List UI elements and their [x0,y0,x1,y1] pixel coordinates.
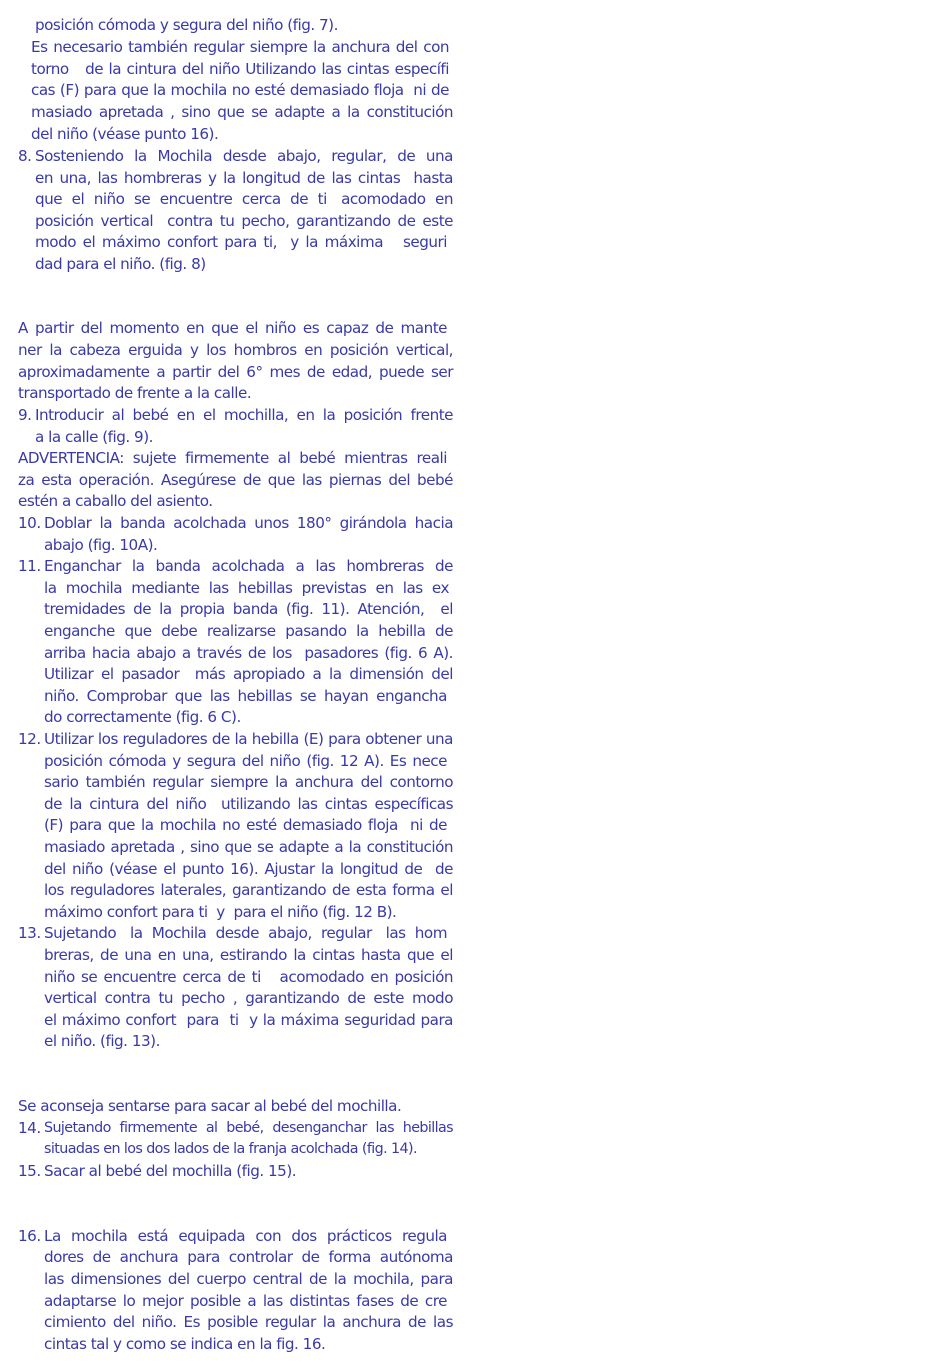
text-line: estén a caballo del asiento. [18,492,213,510]
text-line: posición cómoda y segura del niño (fig. 7). [35,16,338,34]
text-line: ADVERTENCIA: sujete firmemente al bebé mientras reali [18,449,447,467]
text-line: dores de anchura para controlar de forma autónoma [44,1248,453,1266]
text-line: Utilizar el pasador más apropiado a la dimensión del [44,665,453,683]
text-line: vertical contra tu pecho , garantizando de este modo [44,989,453,1007]
step-number: 15. [18,1162,41,1180]
text-line: los reguladores laterales, garantizando de esta forma el [44,881,453,899]
text-line: cintas tal y como se indica en la fig. 16. [44,1335,326,1353]
text-line: de la cintura del niño utilizando las cintas específicas [44,795,453,813]
text-line: cas (F) para que la mochila no esté demasiado floja ni de [31,81,449,99]
text-line: do correctamente (fig. 6 C). [44,708,241,726]
text-line: que el niño se encuentre cerca de ti acomodado en [35,190,453,208]
removal-intro: Se aconseja sentarse para sacar al bebé del mochilla. [18,1097,402,1115]
text-line: posición vertical contra tu pecho, garantizando de este [35,212,453,230]
step-number: 13. [18,924,41,942]
text-line: del niño (véase punto 16). [31,125,219,143]
text-line: dad para el niño. (fig. 8) [35,255,206,273]
text-line: el máximo confort para ti y la máxima seguridad para [44,1011,453,1029]
text-line: (F) para que la mochila no esté demasiado floja ni de [44,816,447,834]
text-line: las dimensiones del cuerpo central de la mochila, para [44,1270,453,1288]
text-line: Introducir al bebé en el mochilla, en la posición frente [35,406,453,424]
text-line: posición cómoda y segura del niño (fig. 12 A). Es nece [44,752,447,770]
text-line: sario también regular siempre la anchura del contorno [44,773,453,791]
text-line: cimiento del niño. Es posible regular la anchura de las [44,1313,453,1331]
text-line: aproximadamente a partir del 6° mes de edad, puede ser [18,363,453,381]
text-line: abajo (fig. 10A). [44,536,158,554]
text-line: Sujetando firmemente al bebé, desenganchar las hebillas [44,1120,453,1136]
text-line: máximo confort para ti y para el niño (fig. 12 B). [44,903,397,921]
text-line: arriba hacia abajo a través de los pasadores (fig. 6 A). [44,644,453,662]
text-line: adaptarse lo mejor posible a las distintas fases de cre [44,1292,447,1310]
step-number: 8. [18,147,32,165]
text-line: masiado apretada , sino que se adapte a la constitución [31,103,453,121]
text-line: masiado apretada , sino que se adapte a la constitución [44,838,453,856]
text-line: el niño. (fig. 13). [44,1032,160,1050]
text-line: enganche que debe realizarse pasando la hebilla de [44,622,453,640]
text-line: transportado de frente a la calle. [18,384,252,402]
text-line: La mochila está equipada con dos prácticos regula [44,1227,447,1245]
text-line: za esta operación. Asegúrese de que las piernas del bebé [18,471,453,489]
text-line: niño. Comprobar que las hebillas se hayan engancha [44,687,447,705]
text-line: modo el máximo confort para ti, y la máxima seguri [35,233,447,251]
text-line: Sacar al bebé del mochilla (fig. 15). [44,1162,297,1180]
text-line: Enganchar la banda acolchada a las hombreras de [44,557,453,575]
text-line: Sujetando la Mochila desde abajo, regular las hom [44,924,447,942]
text-line: niño se encuentre cerca de ti acomodado en posición [44,968,453,986]
text-line: Doblar la banda acolchada unos 180° girándola hacia [44,514,453,532]
text-line: a la calle (fig. 9). [35,428,153,446]
step-number: 10. [18,514,41,532]
text-line: Sosteniendo la Mochila desde abajo, regular, de una [35,147,453,165]
text-line: Es necesario también regular siempre la anchura del con [31,38,449,56]
step-number: 14. [18,1119,41,1137]
text-line: torno de la cintura del niño Utilizando las cintas específi [31,60,449,78]
text-line: tremidades de la propia banda (fig. 11). Atención, el [44,600,453,618]
step-number: 9. [18,406,32,424]
text-line: la mochila mediante las hebillas previstas en las ex [44,579,449,597]
text-line: del niño (véase el punto 16). Ajustar la longitud de de [44,860,453,878]
text-line: ner la cabeza erguida y los hombros en posición vertical, [18,341,453,359]
text-line: A partir del momento en que el niño es capaz de mante [18,319,447,337]
text-line: breras, de una en una, estirando la cintas hasta que el [44,946,453,964]
step-number: 11. [18,557,41,575]
text-line: en una, las hombreras y la longitud de las cintas hasta [35,169,453,187]
step-number: 16. [18,1227,41,1245]
step-number: 12. [18,730,41,748]
text-line: situadas en los dos lados de la franja acolchada (fig. 14). [44,1141,417,1157]
text-line: Utilizar los reguladores de la hebilla (E) para obtener una [44,730,453,748]
